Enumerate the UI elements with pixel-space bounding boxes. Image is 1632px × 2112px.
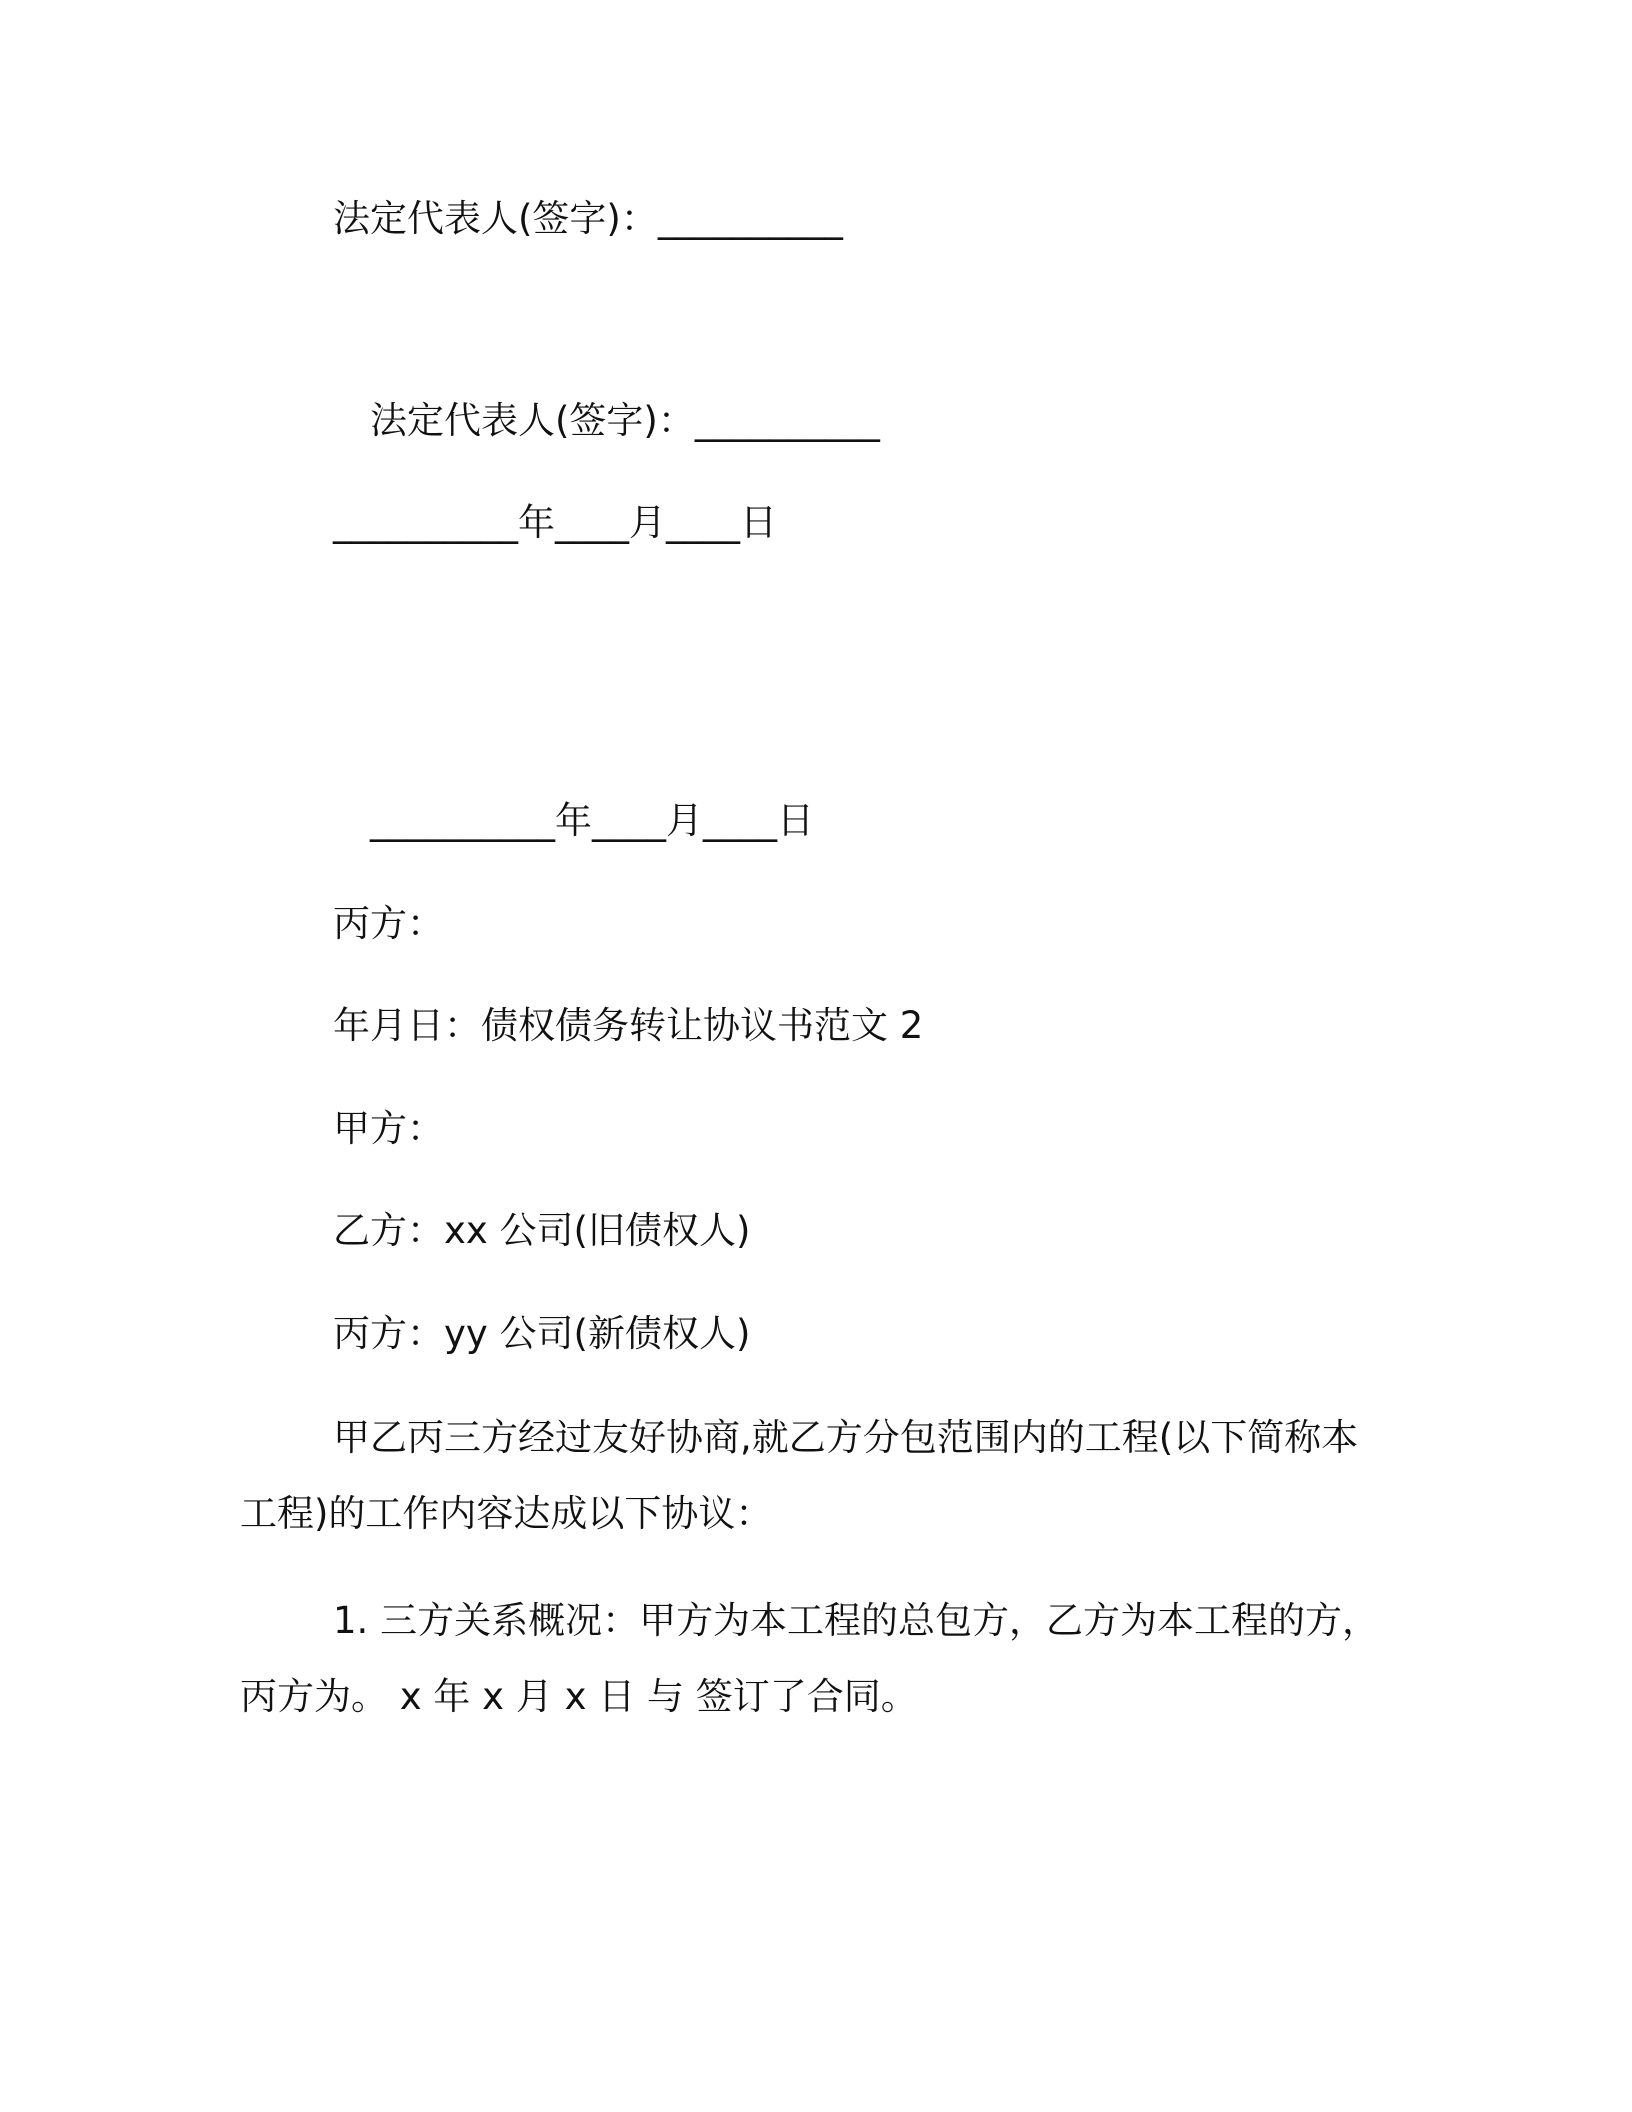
sample-title-line: 年月日：债权债务转让协议书范文 2 [333,1004,924,1047]
party-b-line: 乙方：xx 公司(旧债权人) [333,1209,751,1252]
legal-representative-signature-line-1: 法定代表人(签字)：__________ [333,197,843,240]
date-line-2: __________年____月____日 [370,799,814,842]
party-c-line: 丙方：yy 公司(新债权人) [333,1312,751,1355]
agreement-intro-paragraph: 甲乙丙三方经过友好协商,就乙方分包范围内的工程(以下简称本工程)的工作内容达成以下协议： [240,1416,1359,1535]
date-line-1: __________年____月____日 [333,501,777,544]
party-c-label: 丙方： [333,902,444,945]
relationship-overview-paragraph: 1. 三方关系概况：甲方为本工程的总包方，乙方为本工程的方，丙方为。 x 年 x 月 x 日 与 签订了合同。 [240,1599,1380,1718]
party-a-label: 甲方： [333,1107,444,1150]
legal-representative-signature-line-2: 法定代表人(签字)：__________ [370,399,880,442]
